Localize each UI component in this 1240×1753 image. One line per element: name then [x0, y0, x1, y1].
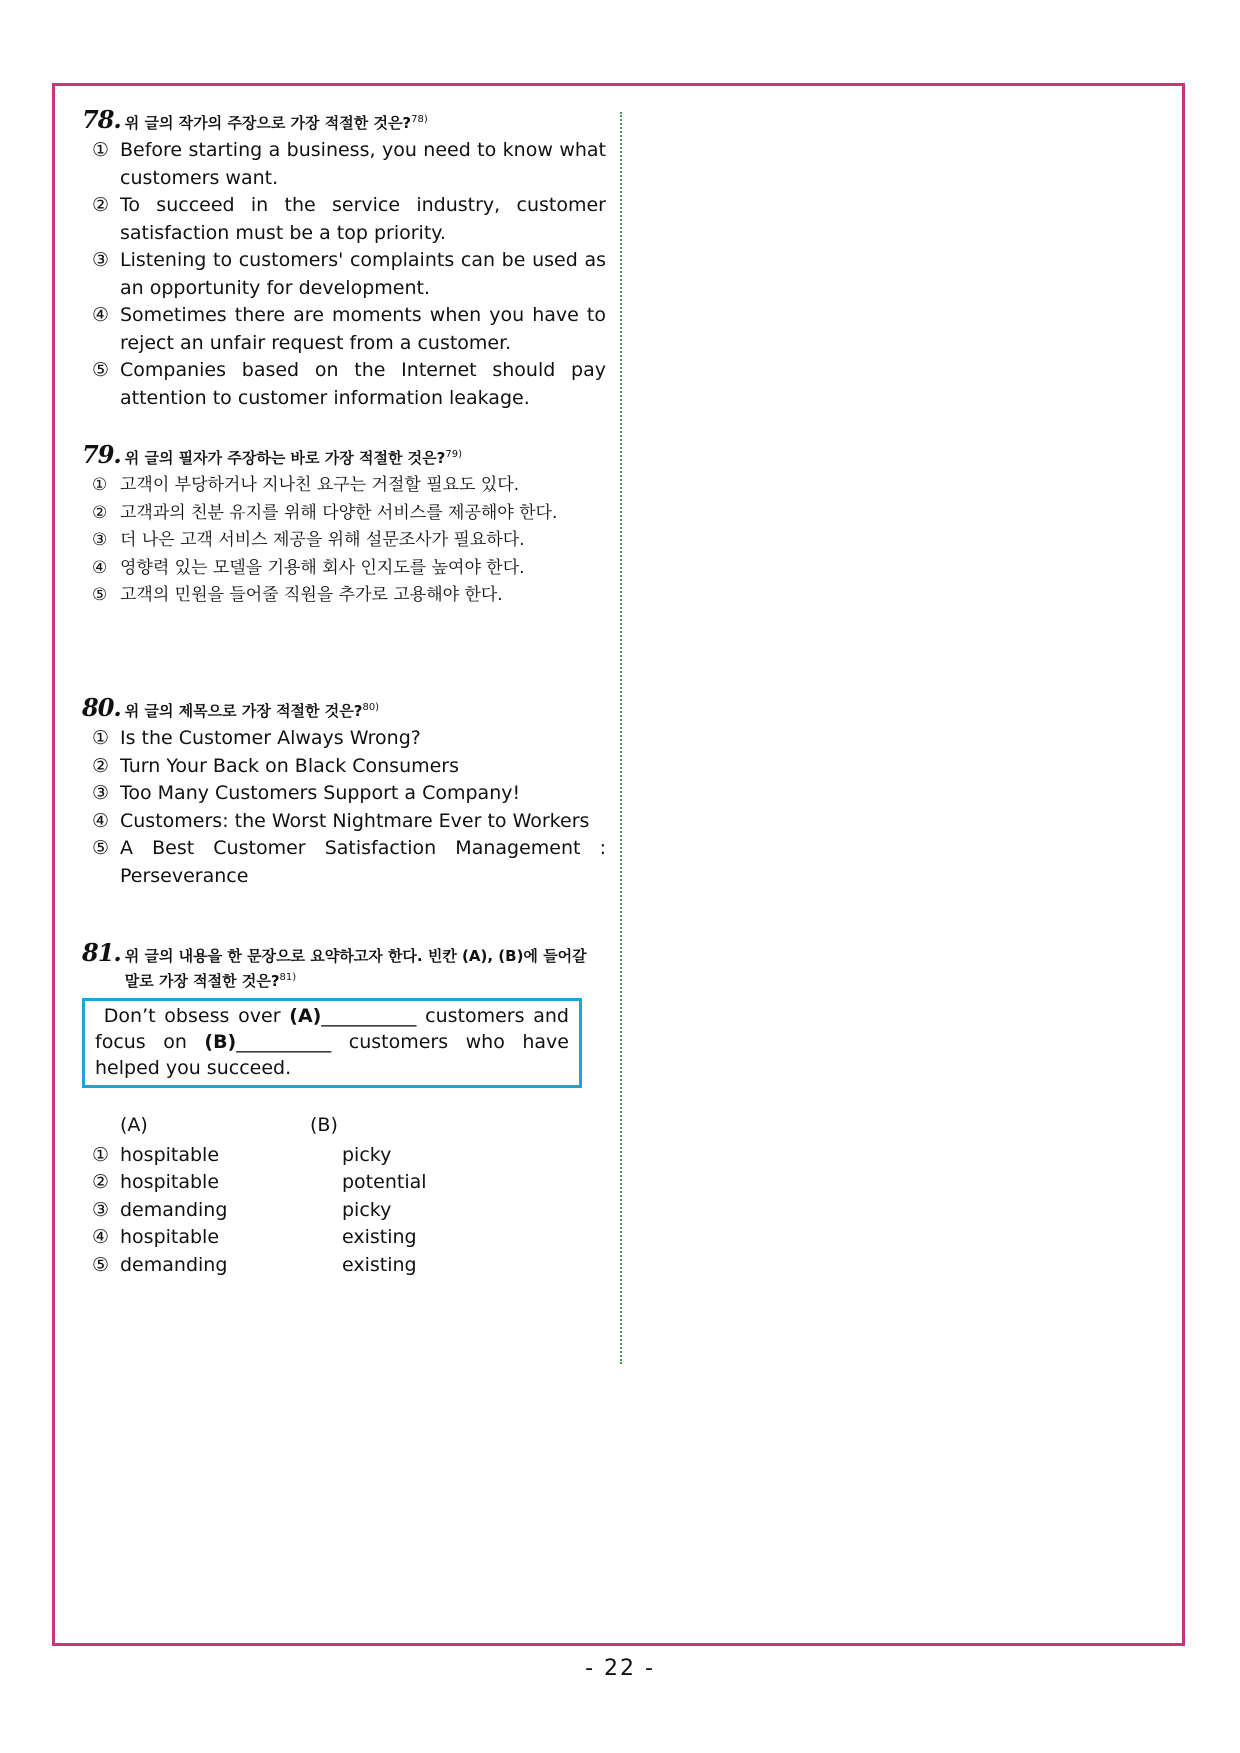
question-81	[82, 938, 606, 1279]
question-78	[82, 105, 606, 443]
option-4[interactable]: ④ Sometimes there are moments when you have to reject an unfair request from a customer.	[92, 304, 606, 354]
option-1[interactable]: ① Is the Customer Always Wrong?	[92, 727, 421, 749]
footnote-ref: 79)	[445, 449, 462, 460]
question-80	[82, 693, 606, 941]
answer-option-3[interactable]: ③ demanding picky	[92, 1198, 392, 1221]
summary-box: Don’t obsess over (A)__________ customers and focus on (B)__________ customers who have helped you succeed.	[82, 998, 582, 1088]
question-header	[82, 938, 606, 992]
question-header	[82, 693, 606, 723]
option-1[interactable]: ① Before starting a business, you need to know what customers want.	[92, 139, 606, 189]
answer-option-2[interactable]: ② hospitable potential	[92, 1171, 427, 1193]
answer-option-4[interactable]: ④ hospitable existing	[92, 1226, 417, 1248]
question-header	[82, 105, 606, 135]
question-number: 78.	[82, 105, 121, 134]
option-2[interactable]: ② 고객과의 친분 유지를 위해 다양한 서비스를 제공해야 한다.	[92, 502, 558, 523]
option-1[interactable]: ① 고객이 부당하거나 지나친 요구는 거절할 필요도 있다.	[92, 475, 520, 495]
answer-option-5[interactable]: ⑤ demanding existing	[92, 1253, 417, 1276]
option-4[interactable]: ④ Customers: the Worst Nightmare Ever to Workers	[92, 809, 590, 832]
question-prompt: 위 글의 내용을 한 문장으로 요약하고자 한다. 빈칸 (A), (B)에 들어갈 말로 가장 적절한 것은?$^{81)}$	[124, 947, 587, 990]
options-list	[92, 725, 606, 890]
footnote-ref: 78)	[411, 114, 428, 125]
footnote-ref: 81)	[279, 972, 297, 983]
option-5[interactable]: ⑤ Companies based on the Internet should pay attention to customer information leakage.	[92, 359, 606, 409]
option-3[interactable]: ③ Listening to customers' complaints can be used as an opportunity for development.	[92, 249, 606, 299]
question-number: 79.	[82, 440, 121, 469]
question-number: 80.	[82, 693, 121, 722]
blank-b: __________	[236, 1031, 332, 1053]
option-5[interactable]: ⑤ 고객의 민원을 들어줄 직원을 추가로 고용해야 한다.	[92, 585, 503, 605]
answer-table-header	[120, 1112, 606, 1140]
question-header	[82, 440, 606, 470]
options-list	[92, 472, 606, 610]
options-list	[92, 137, 606, 412]
page-number: - 22 -	[585, 1656, 655, 1681]
question-79	[82, 440, 606, 696]
question-prompt: 위 글의 필자가 주장하는 바로 가장 적절한 것은?$^{79)}$	[124, 449, 462, 467]
option-5[interactable]: ⑤ A Best Customer Satisfaction Management : Perseverance	[92, 837, 606, 887]
column-divider	[620, 112, 622, 1364]
option-3[interactable]: ③ 더 나은 고객 서비스 제공을 위해 설문조사가 필요하다.	[92, 530, 525, 550]
option-2[interactable]: ② To succeed in the service industry, customer satisfaction must be a top priority.	[92, 194, 606, 244]
option-4[interactable]: ④ 영향력 있는 모델을 기용해 회사 인지도를 높여야 한다.	[92, 557, 525, 578]
question-prompt: 위 글의 제목으로 가장 적절한 것은?$^{80)}$	[124, 702, 380, 720]
blank-a: __________	[321, 1005, 417, 1027]
question-prompt: 위 글의 작가의 주장으로 가장 적절한 것은?$^{78)}$	[124, 114, 428, 132]
blank-b-label: (B)	[204, 1031, 237, 1053]
answer-option-1[interactable]: ① hospitable picky	[92, 1143, 392, 1166]
option-3[interactable]: ③ Too Many Customers Support a Company!	[92, 782, 521, 804]
blank-a-label: (A)	[289, 1005, 322, 1027]
col-b-header: (B)	[310, 1114, 338, 1136]
question-number: 81.	[82, 938, 121, 967]
footnote-ref: 80)	[362, 702, 380, 713]
left-column	[82, 105, 606, 1279]
option-2[interactable]: ② Turn Your Back on Black Consumers	[92, 754, 460, 777]
col-a-header: (A)	[120, 1114, 148, 1136]
